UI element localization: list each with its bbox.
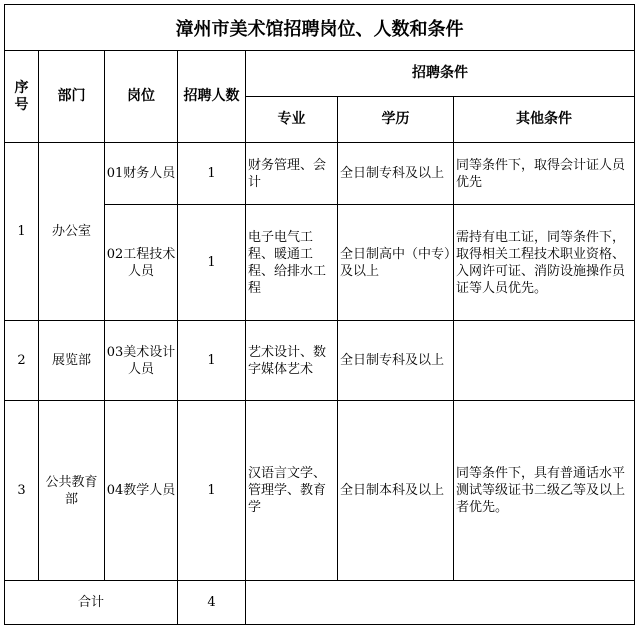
other-cell <box>454 321 635 401</box>
other-cell: 同等条件下，取得会计证人员优先 <box>454 143 635 205</box>
recruitment-table <box>4 4 635 625</box>
table-row <box>5 143 635 205</box>
position-cell: 04教学人员 <box>105 401 178 581</box>
dept-name: 展览部 <box>39 321 105 401</box>
count-cell: 1 <box>178 205 246 321</box>
table-row <box>5 401 635 581</box>
count-cell: 1 <box>178 143 246 205</box>
total-empty-cell <box>246 581 635 625</box>
table-title: 漳州市美术馆招聘岗位、人数和条件 <box>5 5 635 51</box>
education-cell: 全日制高中（中专）及以上 <box>338 205 454 321</box>
education-cell: 全日制专科及以上 <box>338 321 454 401</box>
other-cell: 同等条件下，具有普通话水平测试等级证书二级乙等及以上者优先。 <box>454 401 635 581</box>
header-major: 专业 <box>246 97 338 143</box>
dept-seq: 2 <box>5 321 39 401</box>
position-cell: 02工程技术人员 <box>105 205 178 321</box>
header-dept: 部门 <box>39 51 105 143</box>
major-cell: 财务管理、会计 <box>246 143 338 205</box>
table-row <box>5 321 635 401</box>
major-cell: 电子电气工程、暖通工程、给排水工程 <box>246 205 338 321</box>
position-cell: 01财务人员 <box>105 143 178 205</box>
header-count: 招聘人数 <box>178 51 246 143</box>
header-conditions: 招聘条件 <box>246 51 635 97</box>
education-cell: 全日制专科及以上 <box>338 143 454 205</box>
header-seq: 序号 <box>5 51 39 143</box>
dept-seq: 3 <box>5 401 39 581</box>
count-cell: 1 <box>178 401 246 581</box>
total-count: 4 <box>178 581 246 625</box>
education-cell: 全日制本科及以上 <box>338 401 454 581</box>
header-other: 其他条件 <box>454 97 635 143</box>
count-cell: 1 <box>178 321 246 401</box>
position-cell: 03美术设计人员 <box>105 321 178 401</box>
total-label: 合计 <box>5 581 178 625</box>
total-row <box>5 581 635 625</box>
major-cell: 汉语言文学、管理学、教育学 <box>246 401 338 581</box>
header-education: 学历 <box>338 97 454 143</box>
dept-name: 办公室 <box>39 143 105 321</box>
dept-seq: 1 <box>5 143 39 321</box>
recruitment-document <box>4 4 635 625</box>
other-cell: 需持有电工证，同等条件下，取得相关工程技术职业资格、入网许可证、消防设施操作员证等人员优先。 <box>454 205 635 321</box>
major-cell: 艺术设计、数字媒体艺术 <box>246 321 338 401</box>
header-position: 岗位 <box>105 51 178 143</box>
dept-name: 公共教育部 <box>39 401 105 581</box>
